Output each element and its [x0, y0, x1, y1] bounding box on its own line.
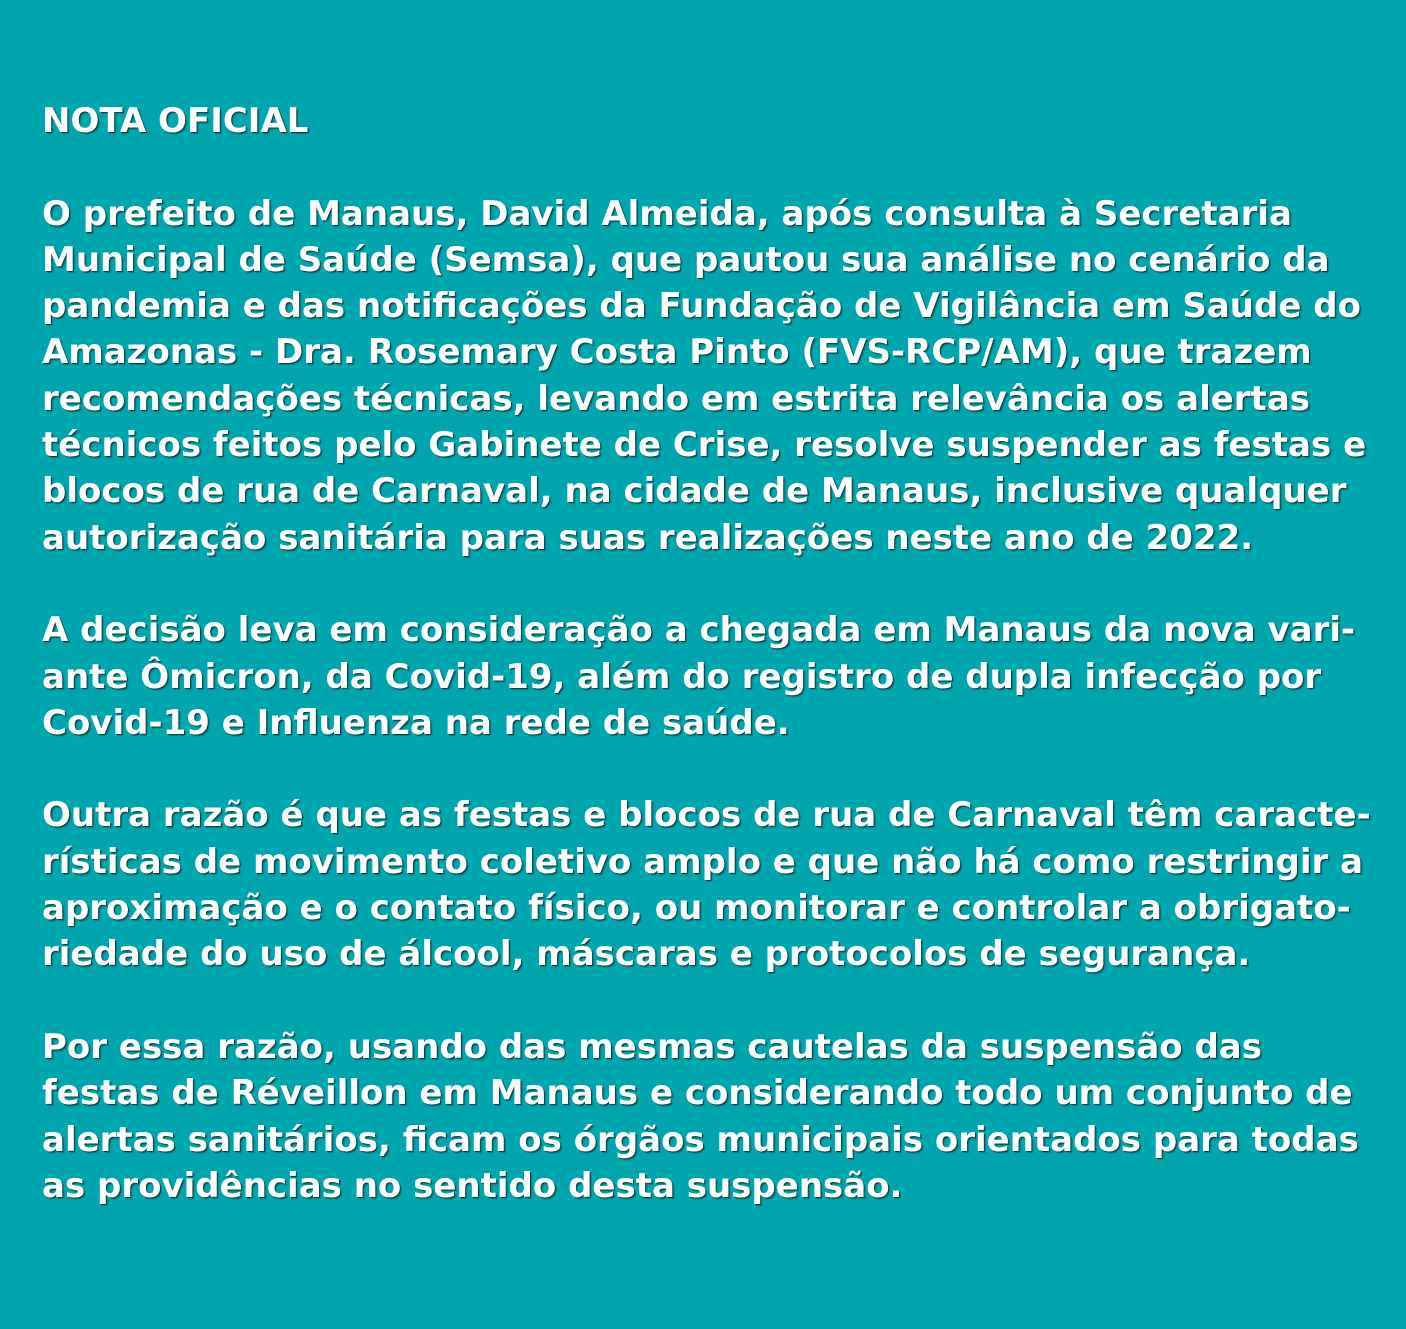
paragraph-other-reason	[42, 792, 1392, 977]
paragraph-line: técnicos feitos pelo Gabinete de Crise, resolve suspender as festas e	[42, 425, 1367, 466]
paragraph-line: festas de Réveillon em Manaus e considerando todo um conjunto de	[42, 1073, 1353, 1114]
paragraph-line: recomendações técnicas, levando em estrita relevância os alertas	[42, 378, 1310, 419]
paragraph-line: pandemia e das notificações da Fundação de Vigilância em Saúde do	[42, 286, 1361, 327]
note-title: NOTA OFICIAL	[42, 101, 309, 141]
official-note	[42, 98, 1392, 1255]
paragraph-omicron	[42, 607, 1392, 746]
paragraph-line: aproximação e o contato físico, ou monitorar e controlar a obrigato-	[42, 888, 1351, 929]
paragraph-line: as providências no sentido desta suspensão.	[42, 1165, 903, 1206]
paragraph-line: Outra razão é que as festas e blocos de rua de Carnaval têm caracte-	[42, 795, 1371, 836]
paragraph-line: A decisão leva em consideração a chegada em Manaus da nova vari-	[42, 610, 1356, 651]
paragraph-line: Covid-19 e Influenza na rede de saúde.	[42, 702, 790, 743]
paragraph-conclusion	[42, 1024, 1392, 1209]
paragraph-line: blocos de rua de Carnaval, na cidade de Manaus, inclusive qualquer	[42, 471, 1347, 512]
paragraph-line: riedade do uso de álcool, máscaras e protocolos de segurança.	[42, 934, 1251, 975]
paragraph-line: O prefeito de Manaus, David Almeida, após consulta à Secretaria	[42, 193, 1292, 234]
paragraph-line: Municipal de Saúde (Semsa), que pautou sua análise no cenário da	[42, 239, 1330, 280]
paragraph-line: Amazonas - Dra. Rosemary Costa Pinto (FVS-RCP/AM), que trazem	[42, 332, 1312, 373]
paragraph-suspension	[42, 191, 1392, 561]
paragraph-line: Por essa razão, usando das mesmas cautelas da suspensão das	[42, 1026, 1262, 1067]
paragraph-line: rísticas de movimento coletivo amplo e que não há como restringir a	[42, 841, 1364, 882]
paragraph-line: autorização sanitária para suas realizações neste ano de 2022.	[42, 517, 1254, 558]
paragraph-line: alertas sanitários, ficam os órgãos municipais orientados para todas	[42, 1119, 1359, 1160]
paragraph-line: ante Ômicron, da Covid-19, além do registro de dupla infecção por	[42, 656, 1322, 697]
